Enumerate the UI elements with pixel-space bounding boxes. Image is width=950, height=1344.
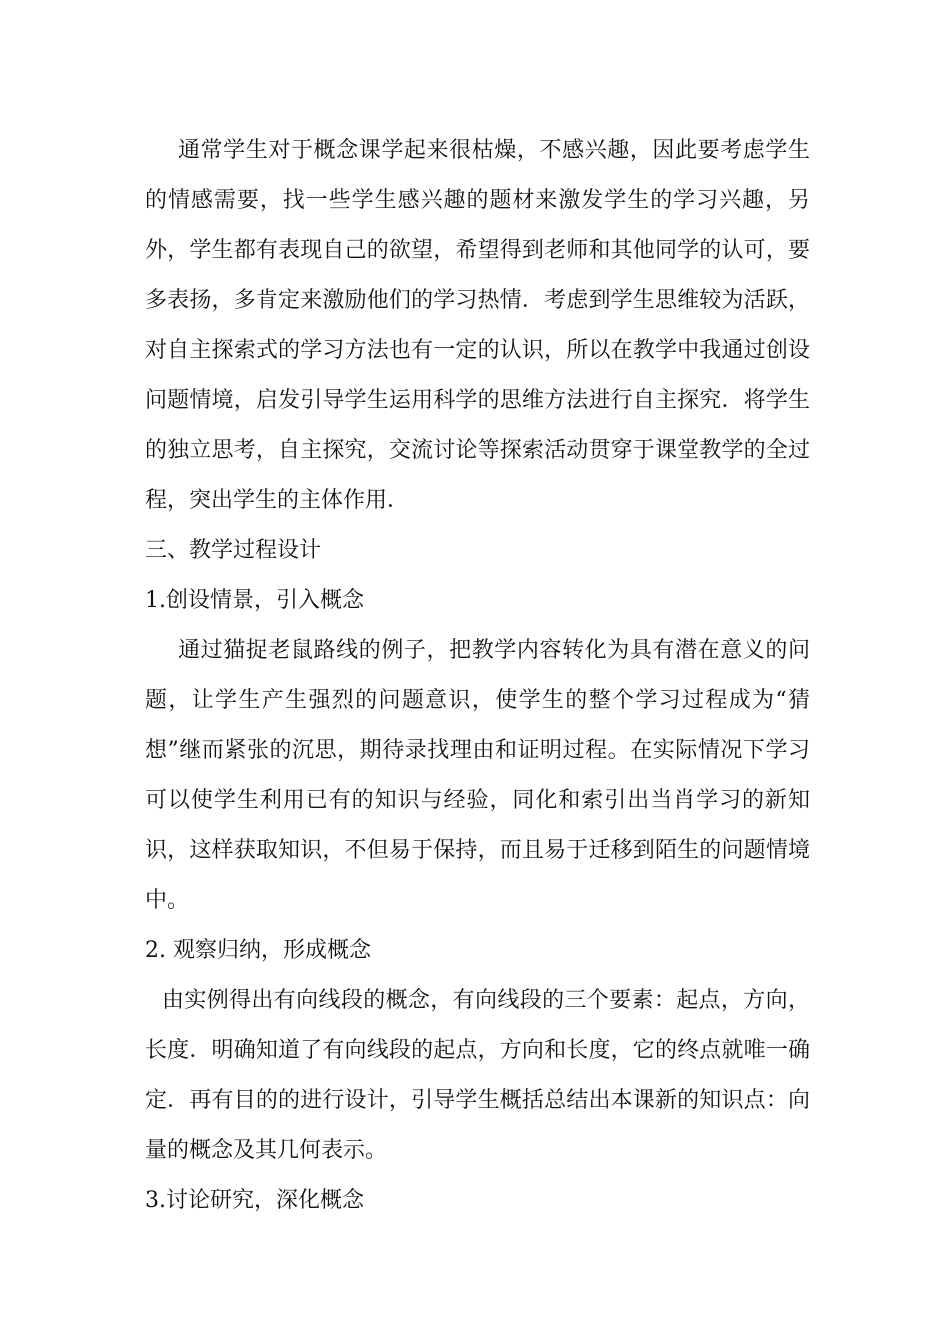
paragraph-cat-mouse-example: 通过猫捉老鼠路线的例子，把教学内容转化为具有潜在意义的问题，让学生产生强烈的问题意识，使学生的整个学习过程成为“猜想”继而紧张的沉思，期待录找理由和证明过程。在实际情况下学习可以使学生利用已有的知识与经验，同化和索引出当肖学习的新知识，这样获取知识，不但易于保持，而且易于迁移到陌生的问题情境中。 [145,638,810,913]
subheading-discuss-deepen: 3.讨论研究，深化概念 [145,1188,364,1213]
paragraph-directed-segment: 由实例得出有向线段的概念，有向线段的三个要素：起点，方向，长度．明确知道了有向线段的起点，方向和长度，它的终点就唯一确定．再有目的的进行设计，引导学生概括总结出本课新的知识点：向量的概念及其几何表示。 [145,988,810,1163]
paragraph-student-emotion: 通常学生对于概念课学起来很枯燥，不感兴趣，因此要考虑学生的情感需要，找一些学生感兴趣的题材来激发学生的学习兴趣，另外，学生都有表现自己的欲望，希望得到老师和其他同学的认可，要多表扬，多肯定来激励他们的学习热情．考虑到学生思维较为活跃，对自主探索式的学习方法也有一定的认识，所以在教学中我通过创设问题情境，启发引导学生运用科学的思维方法进行自主探究．将学生的独立思考，自主探究，交流讨论等探索活动贯穿于课堂教学的全过程，突出学生的主体作用． [145,138,810,513]
section-heading-teaching-process: 三、教学过程设计 [145,538,322,563]
subheading-create-scenario: 1.创设情景，引入概念 [145,588,364,613]
subheading-observe-induce: 2. 观察归纳，形成概念 [145,938,371,963]
document-page [145,126,810,1226]
